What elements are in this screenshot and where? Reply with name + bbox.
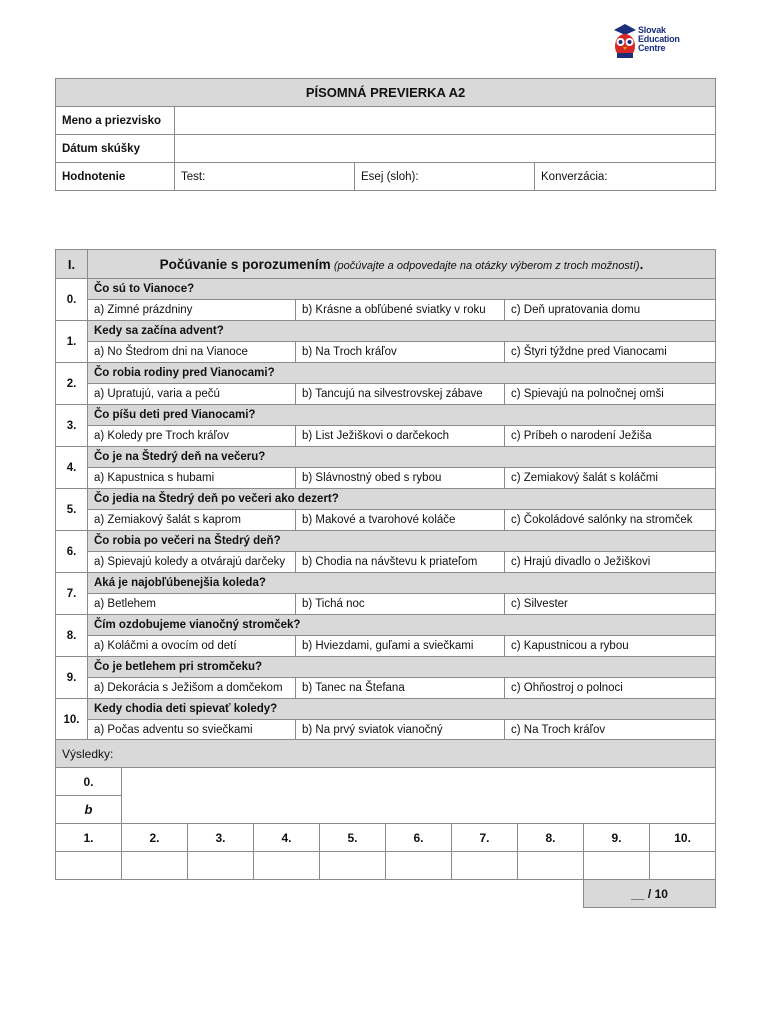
option-a[interactable]: a) Koláčmi a ovocím od detí [88, 636, 296, 657]
question-number: 10. [56, 699, 88, 741]
option-c[interactable]: c) Štyri týždne pred Vianocami [505, 342, 716, 363]
result-answer-cell[interactable] [518, 852, 584, 880]
result-number: 9. [584, 824, 650, 852]
section-end-dot: . [639, 256, 644, 272]
options-row [56, 300, 716, 321]
option-c[interactable]: c) Deň upratovania domu [505, 300, 716, 321]
question-row [56, 321, 716, 342]
score-total: __ / 10 [584, 880, 716, 908]
conversation-grade-field[interactable]: Konverzácia: [535, 163, 716, 191]
question-number: 4. [56, 447, 88, 489]
question-row [56, 279, 716, 300]
question-number: 2. [56, 363, 88, 405]
question-row [56, 573, 716, 594]
test-grade-field[interactable]: Test: [175, 163, 355, 191]
question-number: 5. [56, 489, 88, 531]
option-b[interactable]: b) Na prvý sviatok vianočný [296, 720, 505, 741]
result-number: 3. [188, 824, 254, 852]
section-instruction: (počúvajte a odpovedajte na otázky výberom z troch možností) [333, 259, 640, 272]
option-b[interactable]: b) Slávnostný obed s rybou [296, 468, 505, 489]
question-number: 9. [56, 657, 88, 699]
logo-text: Slovak Education Centre [638, 25, 680, 53]
example-number: 0. [56, 768, 122, 796]
result-number: 5. [320, 824, 386, 852]
option-b[interactable]: b) Makové a tvarohové koláče [296, 510, 505, 531]
option-b[interactable]: b) Hviezdami, guľami a sviečkami [296, 636, 505, 657]
question-row [56, 615, 716, 636]
results-numbers-row [56, 824, 716, 852]
result-answer-cell[interactable] [56, 852, 122, 880]
result-number: 8. [518, 824, 584, 852]
name-field[interactable] [175, 107, 716, 135]
option-b[interactable]: b) Chodia na návštevu k priateľom [296, 552, 505, 573]
options-row [56, 594, 716, 615]
option-c[interactable]: c) Silvester [505, 594, 716, 615]
option-a[interactable]: a) Počas adventu so sviečkami [88, 720, 296, 741]
option-c[interactable]: c) Spievajú na polnočnej omši [505, 384, 716, 405]
results-label: Výsledky: [56, 740, 716, 768]
result-number: 2. [122, 824, 188, 852]
results-table [55, 739, 716, 908]
question-row [56, 699, 716, 720]
logo [612, 22, 702, 66]
options-row [56, 426, 716, 447]
option-c[interactable]: c) Zemiakový šalát s koláčmi [505, 468, 716, 489]
question-row [56, 363, 716, 384]
option-c[interactable]: c) Na Troch kráľov [505, 720, 716, 741]
question-row [56, 531, 716, 552]
options-row [56, 552, 716, 573]
header-table [55, 78, 716, 191]
options-row [56, 468, 716, 489]
option-b[interactable]: b) Tancujú na silvestrovskej zábave [296, 384, 505, 405]
result-answer-cell[interactable] [122, 852, 188, 880]
essay-grade-field[interactable]: Esej (sloh): [355, 163, 535, 191]
question-number: 8. [56, 615, 88, 657]
option-a[interactable]: a) No Štedrom dni na Vianoce [88, 342, 296, 363]
date-field[interactable] [175, 135, 716, 163]
question-row [56, 489, 716, 510]
result-number: 1. [56, 824, 122, 852]
owl-graduate-icon [612, 22, 638, 62]
score-spacer [56, 880, 584, 908]
option-a[interactable]: a) Betlehem [88, 594, 296, 615]
option-b[interactable]: b) Krásne a obľúbené sviatky v roku [296, 300, 505, 321]
option-a[interactable]: a) Kapustnica s hubami [88, 468, 296, 489]
results-answers-row [56, 852, 716, 880]
result-number: 4. [254, 824, 320, 852]
question-text: Čo robia rodiny pred Vianocami? [88, 363, 716, 384]
option-b[interactable]: b) List Ježiškovi o darčekoch [296, 426, 505, 447]
question-text: Kedy chodia deti spievať koledy? [88, 699, 716, 720]
option-c[interactable]: c) Hrajú divadlo o Ježiškovi [505, 552, 716, 573]
question-row [56, 447, 716, 468]
section-title: Počúvanie s porozumením [159, 256, 331, 272]
result-answer-cell[interactable] [452, 852, 518, 880]
question-text: Čím ozdobujeme vianočný stromček? [88, 615, 716, 636]
question-number: 1. [56, 321, 88, 363]
quiz-table [55, 249, 716, 741]
question-number: 7. [56, 573, 88, 615]
option-c[interactable]: c) Kapustnicou a rybou [505, 636, 716, 657]
question-text: Aká je najobľúbenejšia koleda? [88, 573, 716, 594]
quiz-body [56, 279, 716, 741]
options-row [56, 678, 716, 699]
option-c[interactable]: c) Ohňostroj o polnoci [505, 678, 716, 699]
section-header [88, 250, 716, 279]
option-a[interactable]: a) Zimné prázdniny [88, 300, 296, 321]
options-row [56, 720, 716, 741]
section-number: I. [56, 250, 88, 279]
result-number: 10. [650, 824, 716, 852]
exam-title: PÍSOMNÁ PREVIERKA A2 [56, 79, 716, 107]
result-answer-cell[interactable] [320, 852, 386, 880]
grade-label: Hodnotenie [56, 163, 175, 191]
question-number: 3. [56, 405, 88, 447]
option-a[interactable]: a) Zemiakový šalát s kaprom [88, 510, 296, 531]
example-answer: b [56, 796, 122, 824]
example-blank [122, 768, 716, 824]
name-label: Meno a priezvisko [56, 107, 175, 135]
question-text: Čo robia po večeri na Štedrý deň? [88, 531, 716, 552]
question-number: 6. [56, 531, 88, 573]
result-answer-cell[interactable] [254, 852, 320, 880]
question-row [56, 657, 716, 678]
result-number: 6. [386, 824, 452, 852]
question-text: Čo je betlehem pri stromčeku? [88, 657, 716, 678]
result-answer-cell[interactable] [584, 852, 650, 880]
option-a[interactable]: a) Koledy pre Troch kráľov [88, 426, 296, 447]
question-number: 0. [56, 279, 88, 321]
options-row [56, 384, 716, 405]
question-text: Kedy sa začína advent? [88, 321, 716, 342]
option-a[interactable]: a) Upratujú, varia a pečú [88, 384, 296, 405]
option-b[interactable]: b) Na Troch kráľov [296, 342, 505, 363]
result-number: 7. [452, 824, 518, 852]
options-row [56, 636, 716, 657]
result-answer-cell[interactable] [188, 852, 254, 880]
option-a[interactable]: a) Spievajú koledy a otvárajú darčeky [88, 552, 296, 573]
question-text: Čo je na Štedrý deň na večeru? [88, 447, 716, 468]
result-answer-cell[interactable] [386, 852, 452, 880]
question-text: Čo sú to Vianoce? [88, 279, 716, 300]
result-answer-cell[interactable] [650, 852, 716, 880]
option-c[interactable]: c) Príbeh o narodení Ježiša [505, 426, 716, 447]
option-b[interactable]: b) Tichá noc [296, 594, 505, 615]
question-row [56, 405, 716, 426]
option-b[interactable]: b) Tanec na Štefana [296, 678, 505, 699]
date-label: Dátum skúšky [56, 135, 175, 163]
question-text: Čo jedia na Štedrý deň po večeri ako dezert? [88, 489, 716, 510]
options-row [56, 342, 716, 363]
question-text: Čo píšu deti pred Vianocami? [88, 405, 716, 426]
option-c[interactable]: c) Čokoládové salónky na stromček [505, 510, 716, 531]
option-a[interactable]: a) Dekorácia s Ježišom a domčekom [88, 678, 296, 699]
options-row [56, 510, 716, 531]
